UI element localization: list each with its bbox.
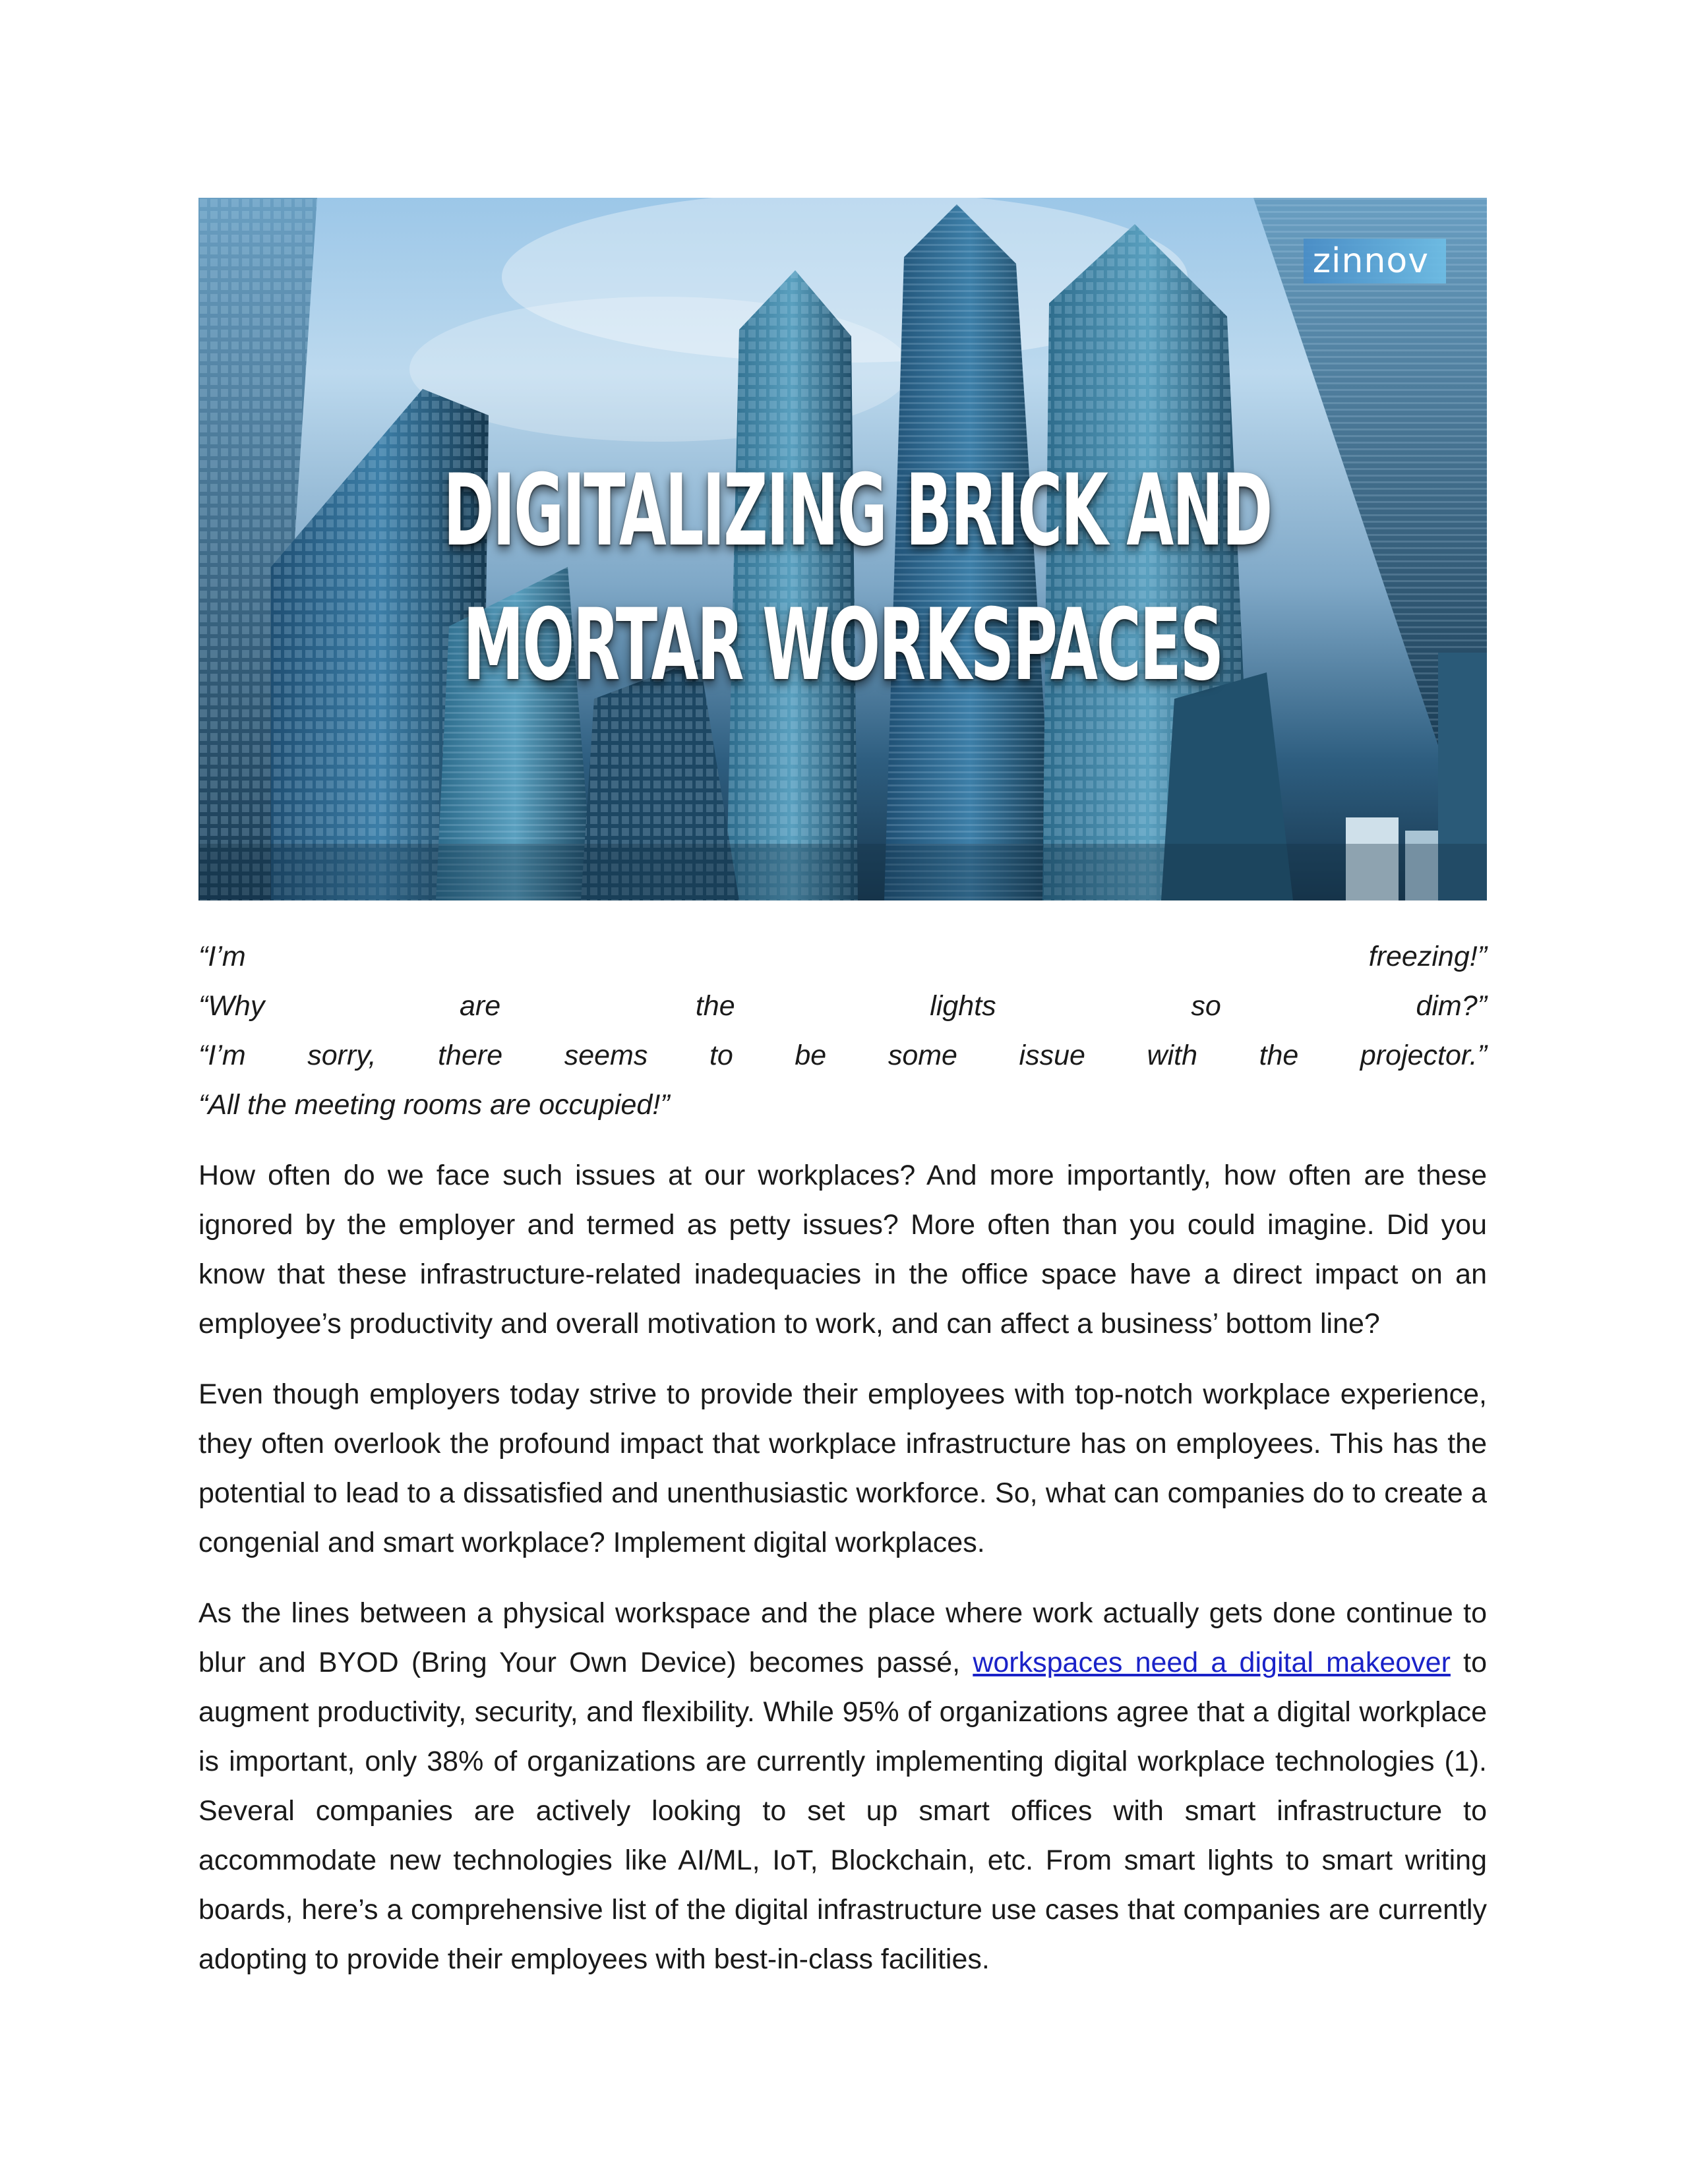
quote-text: “All the meeting rooms are occupied!” — [198, 1089, 670, 1121]
quotes-block — [198, 932, 1487, 1130]
quote-word: there — [438, 1040, 503, 1071]
zinnov-logo — [1304, 239, 1446, 283]
quote-word: sorry, — [307, 1040, 377, 1071]
quote-word: so — [1191, 990, 1221, 1022]
hero-title-line-2: MORTAR WORKSPACES — [463, 588, 1222, 703]
quote-word: to — [709, 1040, 733, 1071]
quote-word: lights — [930, 990, 996, 1022]
quote-word: the — [1259, 1040, 1299, 1071]
quote-word: freezing!” — [1368, 941, 1487, 972]
paragraph-2 — [198, 1370, 1487, 1568]
quote-word: “I’m — [198, 941, 246, 972]
paragraph-1 — [198, 1151, 1487, 1349]
hero-banner-image — [198, 198, 1487, 900]
quote-word: projector.” — [1360, 1040, 1487, 1071]
paragraph-text-before-link: As the lines between a physical workspace and the place where work actually gets done continue to blur and BYOD (Bring Your Own Device) becomes passé, — [198, 1597, 1487, 1678]
quote-word: “Why — [198, 990, 265, 1022]
quote-word: seems — [564, 1040, 648, 1071]
paragraph-text: How often do we face such issues at our workplaces? And more importantly, how often are these ignored by the employer and termed as petty issues? More often than you could imagine. Did you know that these infrastructure-related inadequacies in the office space have a direct impact on an employee’s productivity and overall motivation to work, and can affect a business’ bottom line? — [198, 1160, 1487, 1340]
paragraph-3 — [198, 1589, 1487, 1984]
paragraph-text — [198, 1589, 1487, 1984]
quote-line-2 — [198, 982, 1487, 1031]
quote-word: issue — [1019, 1040, 1085, 1071]
quote-line-3 — [198, 1031, 1487, 1080]
quote-word: dim?” — [1416, 990, 1487, 1022]
quote-word: “I’m — [198, 1040, 246, 1071]
quote-word: the — [695, 990, 735, 1022]
digital-makeover-link[interactable]: workspaces need a digital makeover — [973, 1647, 1451, 1678]
paragraph-text: Even though employers today strive to provide their employees with top-notch workplace experience, they often overlook the profound impact that workplace infrastructure has on employees. This has the potential to lead to a dissatisfied and unenthusiastic workforce. So, what can companies do to create a congenial and smart workplace? Implement digital workplaces. — [198, 1378, 1487, 1558]
paragraph-text-after-link: to augment productivity, security, and flexibility. While 95% of organizations agree that a digital workplace is important, only 38% of organizations are currently implementing digital workplace technologies (1). Several companies are actively looking to set up smart offices with smart infrastructure to accommodate new technologies like AI/ML, IoT, Blockchain, etc. From smart lights to smart writing boards, here’s a comprehensive list of the digital infrastructure use cases that companies are currently adopting to provide their employees with best-in-class facilities. — [198, 1647, 1487, 1975]
quote-line-1 — [198, 932, 1487, 982]
quote-word: with — [1147, 1040, 1197, 1071]
hero-title-line-1: DIGITALIZING BRICK AND — [443, 454, 1271, 568]
quote-word: some — [888, 1040, 957, 1071]
quote-word: be — [795, 1040, 827, 1071]
quote-word: are — [460, 990, 501, 1022]
brand-name: zinnov — [1312, 241, 1429, 281]
quote-line-4 — [198, 1080, 1487, 1130]
